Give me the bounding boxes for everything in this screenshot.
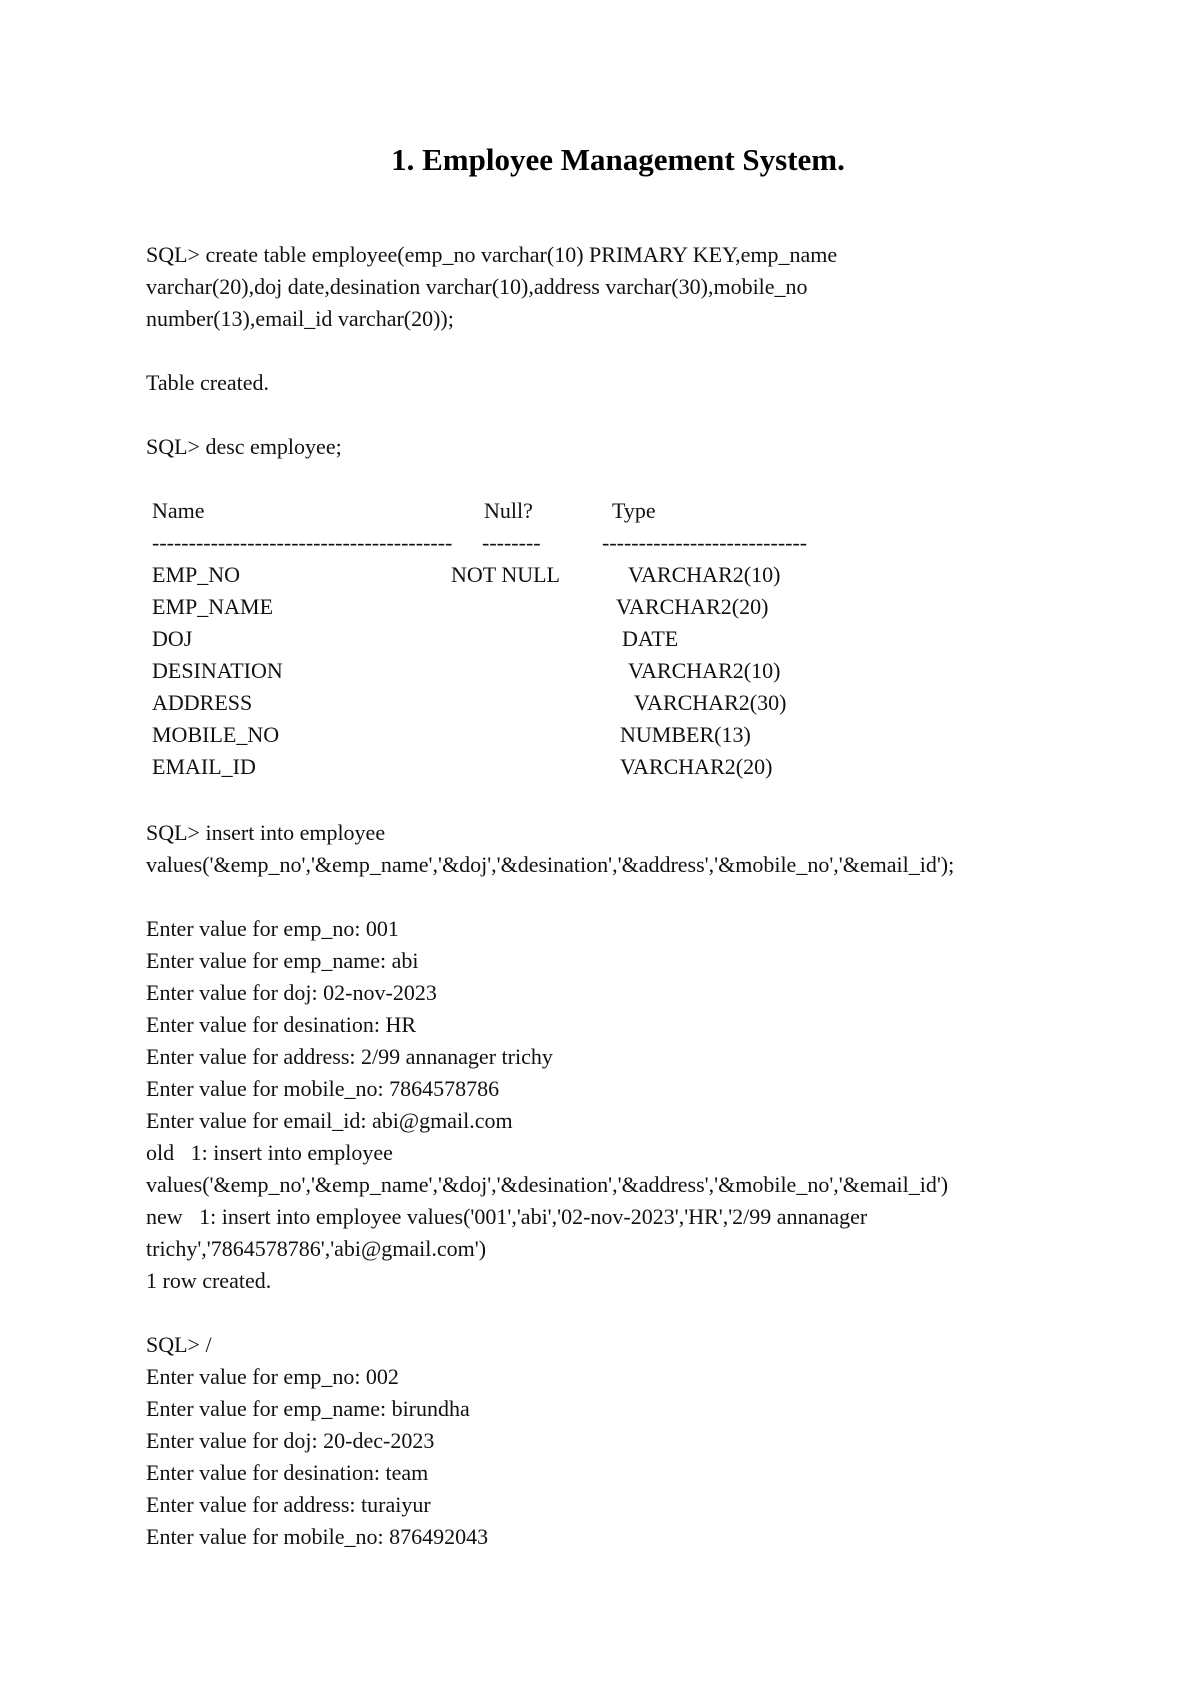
column-name-cell: MOBILE_NO xyxy=(152,722,280,747)
create-line: varchar(20),doj date,desination varchar(10),address varchar(30),mobile_no xyxy=(146,274,808,299)
output-line: Enter value for doj: 02-nov-2023 xyxy=(146,980,437,1005)
column-name-cell: EMP_NO xyxy=(152,562,241,587)
output-line: new 1: insert into employee values('001','abi','02-nov-2023','HR','2/99 annanager xyxy=(146,1204,868,1229)
output-line: SQL> / xyxy=(146,1332,212,1357)
column-header-name: Name xyxy=(152,498,205,523)
output-line: Enter value for desination: team xyxy=(146,1460,429,1485)
output-line: Enter value for mobile_no: 876492043 xyxy=(146,1524,489,1549)
output-line: Enter value for emp_name: abi xyxy=(146,948,419,973)
column-header-null: Null? xyxy=(484,498,533,523)
output-line: Enter value for address: 2/99 annanager trichy xyxy=(146,1044,553,1069)
type-cell: VARCHAR2(20) xyxy=(616,594,769,619)
output-line: Enter value for emp_no: 001 xyxy=(146,916,399,941)
separator-name: ----------------------------------------- xyxy=(152,530,453,555)
column-name-cell: EMP_NAME xyxy=(152,594,274,619)
output-line: values('&emp_no','&emp_name','&doj','&desination','&address','&mobile_no','&email_id') xyxy=(146,1172,949,1197)
create-line: SQL> create table employee(emp_no varchar(10) PRIMARY KEY,emp_name xyxy=(146,242,838,267)
create-line: number(13),email_id varchar(20)); xyxy=(146,306,454,331)
column-header-type: Type xyxy=(612,498,656,523)
column-name-cell: ADDRESS xyxy=(152,690,253,715)
desc-command: SQL> desc employee; xyxy=(146,434,342,459)
type-cell: VARCHAR2(30) xyxy=(634,690,787,715)
insert-line: values('&emp_no','&emp_name','&doj','&desination','&address','&mobile_no','&email_id'); xyxy=(146,852,955,877)
separator-type: ---------------------------- xyxy=(602,530,808,555)
null-cell: NOT NULL xyxy=(451,562,560,587)
output-line: old 1: insert into employee xyxy=(146,1140,393,1165)
status-message: Table created. xyxy=(146,370,270,395)
column-name-cell: DOJ xyxy=(152,626,193,651)
output-line: Enter value for mobile_no: 7864578786 xyxy=(146,1076,500,1101)
type-cell: VARCHAR2(10) xyxy=(628,562,781,587)
type-cell: VARCHAR2(10) xyxy=(628,658,781,683)
output-line: Enter value for address: turaiyur xyxy=(146,1492,431,1517)
column-name-cell: EMAIL_ID xyxy=(152,754,256,779)
insert-line: SQL> insert into employee xyxy=(146,820,386,845)
type-cell: NUMBER(13) xyxy=(620,722,751,747)
output-line: trichy','7864578786','abi@gmail.com') xyxy=(146,1236,487,1261)
document-title: 1. Employee Management System. xyxy=(391,142,845,177)
output-line: Enter value for emp_name: birundha xyxy=(146,1396,470,1421)
output-line: Enter value for doj: 20-dec-2023 xyxy=(146,1428,435,1453)
output-line: Enter value for email_id: abi@gmail.com xyxy=(146,1108,513,1133)
type-cell: DATE xyxy=(622,626,679,651)
output-line: Enter value for emp_no: 002 xyxy=(146,1364,399,1389)
column-name-cell: DESINATION xyxy=(152,658,283,683)
output-line: Enter value for desination: HR xyxy=(146,1012,417,1037)
type-cell: VARCHAR2(20) xyxy=(620,754,773,779)
output-line: 1 row created. xyxy=(146,1268,272,1293)
separator-null: -------- xyxy=(482,530,541,555)
